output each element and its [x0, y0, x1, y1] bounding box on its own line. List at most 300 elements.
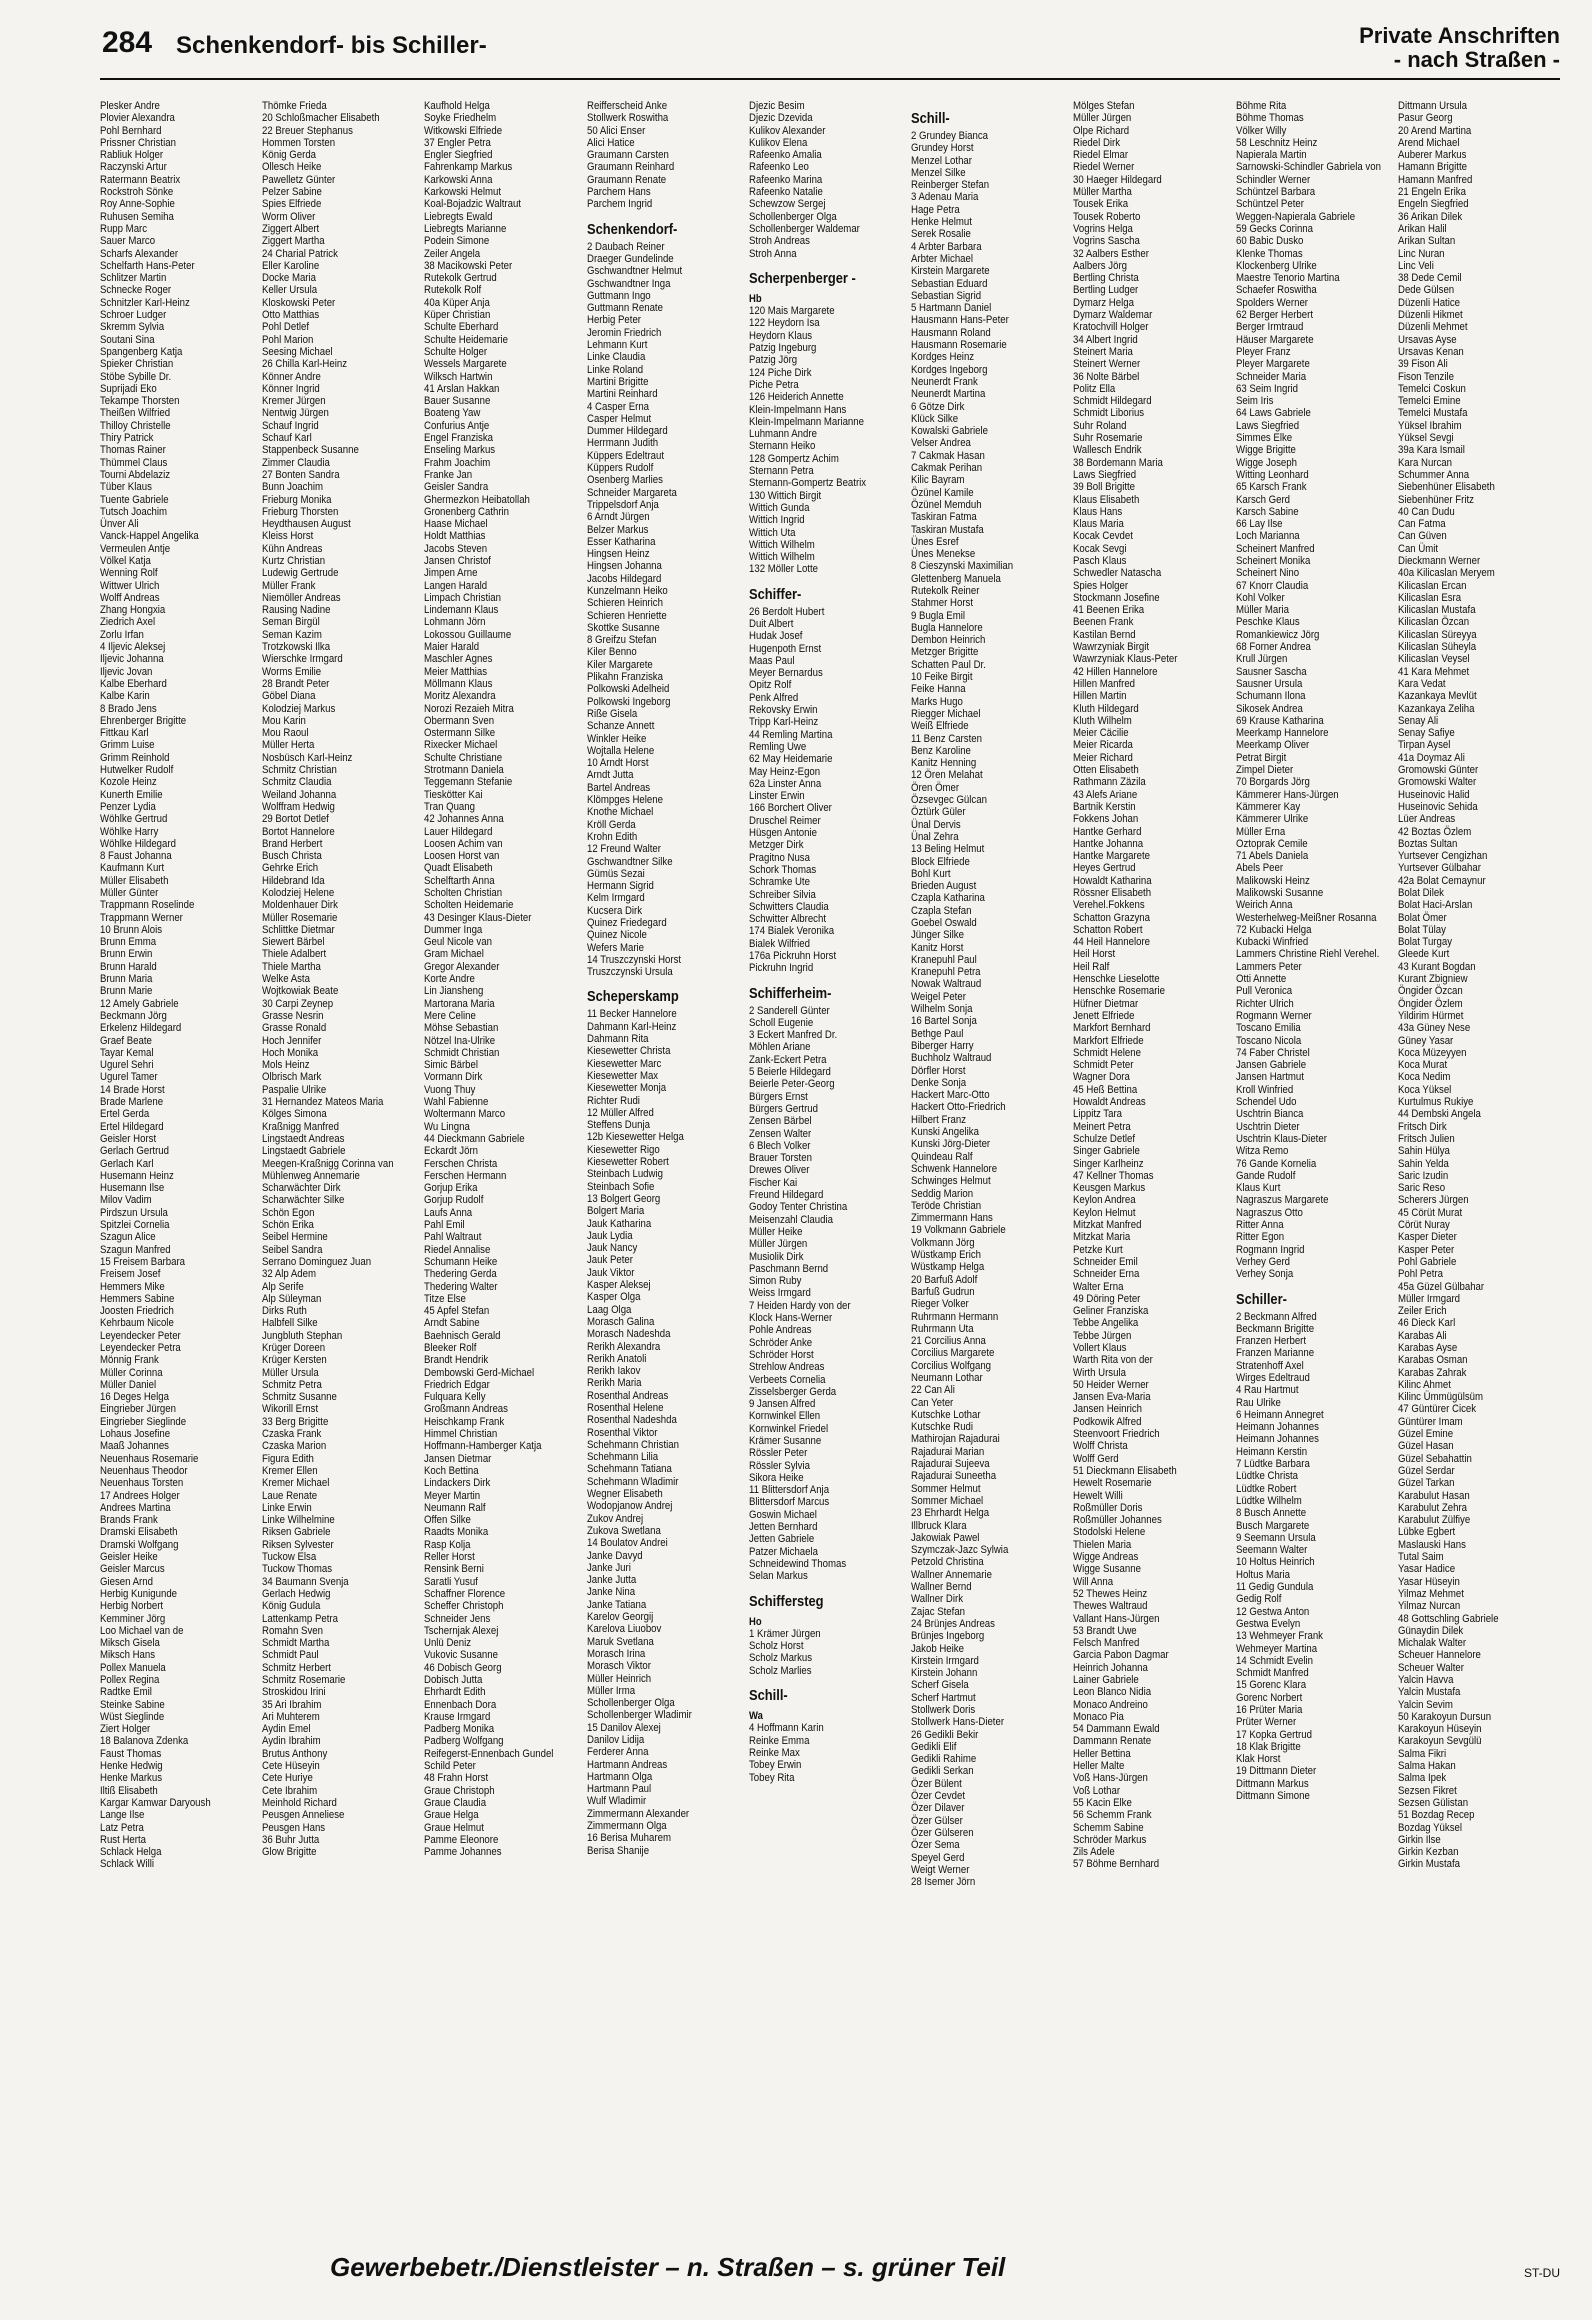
- directory-entry: Zhang Hongxia: [100, 604, 166, 617]
- directory-entry: Sternann Heiko: [749, 440, 816, 453]
- directory-entry: Lübke Egbert: [1398, 1526, 1456, 1539]
- directory-entry: Schatten Paul Dr.: [911, 658, 986, 671]
- directory-entry: Maruk Svetlana: [587, 1635, 654, 1648]
- directory-entry: Kulikov Elena: [749, 136, 808, 149]
- directory-entry: Rössler Sylvia: [749, 1459, 810, 1472]
- directory-entry: Kämmerer Hans-Jürgen: [1236, 788, 1339, 801]
- directory-entry: Sikosek Andrea: [1236, 702, 1303, 715]
- directory-entry: Parchem Hans: [587, 186, 651, 199]
- directory-entry: Pohl Bernhard: [100, 124, 162, 137]
- directory-entry: Ören Ömer: [911, 781, 960, 794]
- directory-entry: Wüst Sieglinde: [100, 1710, 165, 1723]
- directory-entry: 132 Möller Lotte: [749, 563, 819, 576]
- directory-entry: Hoch Jennifer: [262, 1034, 322, 1047]
- directory-entry: Podkowik Alfred: [1073, 1415, 1142, 1428]
- directory-entry: Djezic Dzevida: [749, 112, 813, 125]
- directory-entry: 3 Adenau Maria: [911, 191, 979, 204]
- directory-entry: Howaldt Katharina: [1073, 874, 1152, 887]
- directory-entry: 57 Böhme Bernhard: [1073, 1858, 1160, 1871]
- directory-entry: Jakowiak Pawel: [911, 1531, 980, 1544]
- directory-entry: 76 Gande Kornelia: [1236, 1157, 1317, 1170]
- directory-entry: Nagraszus Otto: [1236, 1206, 1303, 1219]
- directory-entry: 50 Alici Enser: [587, 124, 646, 137]
- directory-entry: Podein Simone: [424, 235, 490, 248]
- directory-entry: 19 Volkmann Gabriele: [911, 1224, 1006, 1237]
- directory-entry: Tschernjak Alexej: [424, 1624, 499, 1637]
- directory-entry: Geliner Franziska: [1073, 1305, 1149, 1318]
- directory-entry: Wüstkamp Helga: [911, 1261, 985, 1274]
- directory-entry: Schmidt Helene: [1073, 1046, 1141, 1059]
- directory-entry: Vogrins Helga: [1073, 222, 1133, 235]
- directory-entry: Reifegerst-Ennenbach Gundel: [424, 1747, 554, 1760]
- directory-entry: Kilicaslan Özcan: [1398, 616, 1470, 629]
- directory-entry: Quindeau Ralf: [911, 1150, 973, 1163]
- directory-entry: Loo Michael van de: [100, 1624, 184, 1637]
- directory-entry: Olbrisch Mark: [262, 1071, 322, 1084]
- directory-entry: Karelov Georgij: [587, 1611, 654, 1624]
- directory-entry: Schwinges Helmut: [911, 1175, 991, 1188]
- directory-entry: Hewelt Willi: [1073, 1489, 1123, 1502]
- directory-entry: Polkowski Ingeborg: [587, 695, 671, 708]
- directory-entry: Meinert Petra: [1073, 1120, 1131, 1133]
- directory-entry: Jenett Elfriede: [1073, 1009, 1135, 1022]
- directory-entry: Krüger Doreen: [262, 1341, 326, 1354]
- directory-entry: 60 Babic Dusko: [1236, 235, 1304, 248]
- directory-entry: Zukova Swetlana: [587, 1524, 661, 1537]
- directory-entry: Karakoyun Sevgülü: [1398, 1735, 1482, 1748]
- directory-entry: 62 Berger Herbert: [1236, 309, 1314, 322]
- directory-entry: Joosten Friedrich: [100, 1305, 174, 1318]
- directory-entry: Gümüs Sezai: [587, 867, 645, 880]
- page-range-title: Schenkendorf- bis Schiller-: [176, 32, 487, 59]
- directory-entry: Mönnig Frank: [100, 1354, 159, 1367]
- directory-entry: Kunski Angelika: [911, 1126, 979, 1139]
- directory-entry: Girkin Mustafa: [1398, 1858, 1461, 1871]
- directory-entry: Milov Vadim: [100, 1194, 152, 1207]
- directory-entry: Ugurel Tamer: [100, 1071, 158, 1084]
- district-code: Hb: [749, 292, 762, 305]
- directory-entry: Stahmer Horst: [911, 597, 974, 610]
- directory-entry: Figura Edith: [262, 1452, 314, 1465]
- directory-entry: Karabulut Hasan: [1398, 1489, 1470, 1502]
- directory-entry: Kilicaslan Süreyya: [1398, 628, 1477, 641]
- directory-entry: Giesen Arnd: [100, 1575, 153, 1588]
- directory-entry: Yilmaz Mehmet: [1398, 1587, 1464, 1600]
- directory-entry: 59 Gecks Corinna: [1236, 222, 1314, 235]
- directory-entry: Pirdszun Ursula: [100, 1206, 168, 1219]
- directory-entry: Aydin Ibrahim: [262, 1735, 321, 1748]
- directory-entry: Hausmann Hans-Peter: [911, 314, 1009, 327]
- directory-entry: Rosenthal Viktor: [587, 1426, 658, 1439]
- directory-entry: Mathirojan Rajadurai: [911, 1433, 1000, 1446]
- directory-entry: Schauf Karl: [262, 432, 312, 445]
- directory-entry: Andrees Martina: [100, 1501, 171, 1514]
- directory-entry: Halbfell Silke: [262, 1317, 318, 1330]
- directory-entry: Scheffer Christoph: [424, 1600, 504, 1613]
- directory-entry: Stroh Andreas: [749, 235, 810, 248]
- directory-entry: Markfort Bernhard: [1073, 1022, 1151, 1035]
- directory-entry: Hugenpoth Ernst: [749, 642, 822, 655]
- directory-entry: Can Yeter: [911, 1396, 954, 1409]
- directory-entry: 8 Greifzu Stefan: [587, 634, 657, 647]
- directory-entry: Schneider Jens: [424, 1612, 491, 1625]
- directory-entry: Seibel Sandra: [262, 1243, 323, 1256]
- directory-entry: Geisler Marcus: [100, 1563, 165, 1576]
- directory-entry: Schendel Udo: [1236, 1096, 1297, 1109]
- directory-entry: Riße Gisela: [587, 707, 638, 720]
- directory-entry: Rafeenko Amalia: [749, 149, 822, 162]
- directory-entry: Yurtsever Cengizhan: [1398, 850, 1488, 863]
- directory-entry: Unlü Deniz: [424, 1637, 472, 1650]
- directory-entry: 11 Blittersdorf Anja: [749, 1484, 830, 1497]
- directory-entry: Brunn Erwin: [100, 948, 153, 961]
- directory-entry: 63 Seim Ingrid: [1236, 382, 1299, 395]
- directory-entry: Rausing Nadine: [262, 604, 331, 617]
- directory-entry: Gschwandtner Inga: [587, 277, 671, 290]
- column-1: [100, 100, 253, 2248]
- directory-entry: Moritz Alexandra: [424, 690, 496, 703]
- directory-entry: Zank-Eckert Petra: [749, 1053, 827, 1066]
- directory-entry: Himmel Christian: [424, 1428, 498, 1441]
- directory-entry: Senay Safiye: [1398, 727, 1455, 740]
- directory-entry: Heller Malte: [1073, 1760, 1125, 1773]
- directory-entry: Zukov Andrej: [587, 1512, 644, 1525]
- directory-entry: Güzel Serdar: [1398, 1464, 1455, 1477]
- directory-entry: Truszczynski Ursula: [587, 966, 673, 979]
- directory-entry: 2 Grundey Bianca: [911, 130, 989, 142]
- directory-entry: Can Ümit: [1398, 542, 1439, 555]
- footer-note: Gewerbebetr./Dienstleister – n. Straßen – s. grüner Teil: [330, 2252, 1006, 2282]
- directory-entry: Skottke Susanne: [587, 621, 660, 634]
- directory-entry: Riegger Michael: [911, 707, 981, 720]
- directory-entry: Seddig Marion: [911, 1187, 974, 1200]
- directory-entry: Bürgers Ernst: [749, 1090, 808, 1103]
- directory-entry: Mols Heinz: [262, 1059, 310, 1072]
- directory-entry: Bohl Kurt: [911, 867, 951, 880]
- directory-entry: Schneidewind Thomas: [749, 1557, 847, 1570]
- directory-entry: Fritsch Julien: [1398, 1132, 1455, 1145]
- directory-entry: Singer Karlheinz: [1073, 1157, 1144, 1170]
- directory-entry: Beckmann Jörg: [100, 1009, 167, 1022]
- directory-entry: Yalcin Mustafa: [1398, 1686, 1461, 1699]
- directory-entry: Wolff Christa: [1073, 1440, 1128, 1453]
- directory-entry: Gedikli Serkan: [911, 1765, 974, 1778]
- directory-entry: Soutani Sina: [100, 333, 155, 346]
- directory-entry: Vanck-Happel Angelika: [100, 530, 199, 543]
- directory-entry: Jacobs Hildegard: [587, 572, 662, 585]
- directory-entry: Danilov Lidija: [587, 1734, 645, 1746]
- directory-entry: Meier Ricarda: [1073, 739, 1133, 752]
- directory-entry: Tirpan Aysel: [1398, 739, 1451, 752]
- directory-entry: Frahm Joachim: [424, 456, 491, 469]
- directory-entry: Mou Karin: [262, 714, 306, 727]
- directory-entry: Michalak Walter: [1398, 1637, 1467, 1650]
- directory-entry: 11 Becker Hannelore: [587, 1008, 677, 1021]
- directory-entry: Wittich Gunda: [749, 501, 810, 514]
- directory-entry: Küper Christian: [424, 309, 491, 322]
- directory-entry: Sternann-Gompertz Beatrix: [749, 477, 867, 490]
- directory-entry: Weigel Peter: [911, 990, 966, 1003]
- directory-entry: Malikowski Susanne: [1236, 887, 1324, 899]
- directory-entry: Sahin Yelda: [1398, 1157, 1449, 1170]
- directory-entry: Guttmann Renate: [587, 302, 663, 315]
- directory-entry: Janke Juri: [587, 1561, 631, 1574]
- directory-entry: Lippitz Tara: [1073, 1108, 1123, 1121]
- directory-entry: Enseling Markus: [424, 444, 496, 457]
- directory-entry: Reller Horst: [424, 1551, 475, 1564]
- directory-entry: Selan Markus: [749, 1570, 808, 1583]
- directory-entry: Thiry Patrick: [100, 432, 154, 445]
- directory-entry: Riedel Werner: [1073, 161, 1135, 174]
- directory-entry: Trippelsdorf Anja: [587, 498, 659, 511]
- directory-entry: Serrano Dominguez Juan: [262, 1255, 372, 1268]
- directory-entry: Kucsera Dirk: [587, 904, 643, 917]
- directory-entry: Spitzlei Cornelia: [100, 1219, 170, 1232]
- page-header: [100, 20, 1560, 82]
- directory-entry: Rajadurai Marian: [911, 1445, 985, 1458]
- directory-entry: 9 Jansen Alfred: [749, 1398, 816, 1411]
- directory-entry: 17 Andrees Holger: [100, 1489, 180, 1502]
- directory-entry: Pollex Manuela: [100, 1661, 166, 1674]
- directory-entry: Wu Lingna: [424, 1120, 470, 1133]
- directory-entry: Güzel Emine: [1398, 1428, 1454, 1441]
- directory-entry: Lauer Hildegard: [424, 825, 493, 838]
- directory-entry: 36 Buhr Jutta: [262, 1833, 320, 1846]
- directory-entry: Warth Rita von der: [1073, 1354, 1153, 1367]
- directory-entry: Girkin Ilse: [1398, 1833, 1441, 1846]
- directory-entry: 12b Kiesewetter Helga: [587, 1131, 684, 1144]
- directory-entry: Kilicaslan Süheyla: [1398, 641, 1477, 654]
- directory-entry: Schatton Robert: [1073, 923, 1143, 936]
- directory-entry: Yildirim Hürmet: [1398, 1009, 1464, 1022]
- directory-entry: Grimm Luise: [100, 739, 155, 752]
- directory-entry: Rekovsky Erwin: [749, 704, 818, 717]
- directory-entry: Otten Elisabeth: [1073, 764, 1139, 777]
- directory-entry: Ferschen Hermann: [424, 1169, 507, 1182]
- directory-entry: Kilic Bayram: [911, 474, 965, 487]
- directory-entry: Kremer Ellen: [262, 1464, 318, 1477]
- directory-entry: Karkowski Helmut: [424, 186, 501, 199]
- directory-entry: Prissner Christian: [100, 136, 176, 149]
- directory-entry: 176a Pickruhn Horst: [749, 950, 837, 962]
- directory-entry: Ruhusen Semiha: [100, 210, 174, 223]
- directory-entry: Kazankaya Zeliha: [1398, 702, 1475, 715]
- directory-entry: Henke Hedwig: [100, 1760, 163, 1773]
- directory-entry: Stodolski Helene: [1073, 1526, 1146, 1539]
- directory-entry: Kolodziej Markus: [262, 702, 336, 715]
- directory-entry: Keller Ursula: [262, 284, 318, 297]
- directory-entry: Hilbert Franz: [911, 1113, 967, 1126]
- directory-entry: Tutsch Joachim: [100, 505, 168, 518]
- directory-entry: 74 Faber Christel: [1236, 1046, 1310, 1059]
- directory-entry: Dede Gülsen: [1398, 284, 1455, 297]
- directory-entry: 20 Arend Martina: [1398, 124, 1472, 137]
- directory-entry: 2 Sanderell Günter: [749, 1004, 830, 1017]
- street-heading: Schill-: [749, 1687, 788, 1705]
- directory-entry: Fahrenkamp Markus: [424, 161, 513, 174]
- directory-entry: Confurius Antje: [424, 419, 490, 432]
- directory-entry: 6 Heimann Annegret: [1236, 1408, 1324, 1421]
- directory-entry: Frieburg Thorsten: [262, 505, 339, 518]
- directory-entry: Docke Maria: [262, 272, 317, 285]
- directory-entry: Sahin Hülya: [1398, 1145, 1450, 1158]
- directory-entry: Hudak Josef: [749, 630, 803, 643]
- directory-entry: Schanze Annett: [587, 720, 655, 733]
- directory-entry: Schehmann Lilia: [587, 1451, 659, 1464]
- directory-entry: Kilinc Ümmügülsüm: [1398, 1391, 1484, 1404]
- directory-entry: 44 Dieckmann Gabriele: [424, 1132, 525, 1145]
- directory-entry: Pollex Regina: [100, 1674, 160, 1686]
- directory-entry: Alp Süleyman: [262, 1292, 322, 1305]
- directory-entry: 38 Macikowski Peter: [424, 259, 513, 272]
- directory-entry: 11 Gedig Gundula: [1236, 1581, 1314, 1594]
- directory-entry: Lindemann Klaus: [424, 604, 499, 617]
- directory-entry: Wolff Gerd: [1073, 1452, 1119, 1465]
- directory-entry: 56 Schemm Frank: [1073, 1809, 1152, 1822]
- directory-entry: Wolff Andreas: [100, 591, 160, 604]
- directory-entry: 65 Karsch Frank: [1236, 481, 1307, 494]
- directory-entry: Rogmann Ingrid: [1236, 1243, 1305, 1256]
- directory-entry: Dieckmann Werner: [1398, 554, 1481, 567]
- directory-entry: 7 Lüdtke Barbara: [1236, 1458, 1310, 1471]
- directory-entry: Meier Richard: [1073, 751, 1133, 764]
- directory-entry: Lainer Gabriele: [1073, 1674, 1139, 1686]
- directory-entry: Scharwächter Dirk: [262, 1182, 341, 1195]
- directory-entry: Özer Dilaver: [911, 1802, 965, 1815]
- directory-entry: Schumann Heike: [424, 1255, 498, 1268]
- directory-entry: Uschtrin Bianca: [1236, 1108, 1304, 1121]
- directory-entry: Hantke Johanna: [1073, 837, 1144, 850]
- directory-entry: Steinbach Sofie: [587, 1180, 655, 1193]
- directory-entry: Janke Nina: [587, 1586, 636, 1599]
- directory-entry: Kloskowski Peter: [262, 296, 336, 309]
- directory-entry: Glow Brigitte: [262, 1846, 317, 1859]
- directory-entry: Petzke Kurt: [1073, 1243, 1123, 1256]
- directory-entry: Schieren Heinrich: [587, 597, 663, 610]
- directory-entry: Sausner Sascha: [1236, 665, 1307, 678]
- directory-entry: Ünes Esref: [911, 535, 959, 548]
- directory-entry: Schmidt Peter: [1073, 1059, 1134, 1072]
- directory-entry: Siebenhüner Elisabeth: [1398, 481, 1495, 494]
- directory-entry: Otti Annette: [1236, 973, 1287, 986]
- directory-entry: Maslauski Hans: [1398, 1538, 1466, 1551]
- directory-entry: Raadts Monika: [424, 1526, 489, 1539]
- directory-entry: Zils Adele: [1073, 1846, 1115, 1859]
- directory-entry: Graue Helmut: [424, 1821, 484, 1834]
- directory-entry: Uschtrin Dieter: [1236, 1120, 1300, 1133]
- directory-entry: Morasch Nadeshda: [587, 1328, 671, 1341]
- directory-entry: Müller Erna: [1236, 825, 1286, 838]
- directory-entry: Pohl Detlef: [262, 321, 310, 334]
- directory-entry: Jungbluth Stephan: [262, 1329, 343, 1342]
- directory-entry: Schmidt Christian: [424, 1046, 500, 1059]
- directory-entry: Kühn Andreas: [262, 542, 323, 555]
- directory-entry: Wittwer Ulrich: [100, 579, 160, 592]
- directory-entry: Hüsgen Antonie: [749, 827, 817, 840]
- directory-entry: May Heinz-Egon: [749, 765, 821, 778]
- directory-entry: Karelova Liuobov: [587, 1623, 662, 1636]
- directory-entry: Schieren Henriette: [587, 609, 667, 622]
- directory-entry: Tüber Klaus: [100, 481, 152, 494]
- directory-entry: Wallesch Endrik: [1073, 444, 1142, 457]
- directory-entry: Felsch Manfred: [1073, 1637, 1140, 1650]
- directory-entry: Trappmann Roselinde: [100, 899, 195, 912]
- directory-entry: Meisenzahl Claudia: [749, 1213, 833, 1226]
- directory-entry: Rajadurai Suneetha: [911, 1470, 997, 1483]
- directory-entry: 26 Gedikli Bekir: [911, 1728, 979, 1741]
- directory-entry: Jansen Gabriele: [1236, 1059, 1307, 1072]
- directory-entry: Öngider Özlem: [1398, 997, 1463, 1010]
- directory-entry: Pohl Petra: [1398, 1268, 1443, 1281]
- directory-entry: Kargar Kamwar Daryoush: [100, 1796, 211, 1809]
- directory-entry: Reinberger Stefan: [911, 179, 990, 192]
- directory-entry: Scholl Eugenie: [749, 1016, 814, 1029]
- directory-entry: 24 Brünjes Andreas: [911, 1617, 995, 1630]
- directory-entry: Müller Irmgard: [1398, 1292, 1461, 1305]
- directory-entry: Maaß Johannes: [100, 1440, 170, 1453]
- directory-entry: 30 Carpi Zeynep: [262, 997, 334, 1010]
- directory-entry: Rafeenko Natalie: [749, 186, 823, 199]
- directory-entry: Großmann Andreas: [424, 1403, 508, 1416]
- directory-entry: Dirks Ruth: [262, 1305, 307, 1318]
- directory-entry: Schröder Horst: [749, 1348, 814, 1361]
- directory-entry: Cete Hüseyin: [262, 1760, 320, 1773]
- directory-entry: Gorjup Rudolf: [424, 1194, 484, 1207]
- directory-entry: Arend Michael: [1398, 136, 1460, 149]
- directory-entry: 45 Heß Bettina: [1073, 1083, 1138, 1096]
- directory-entry: Graue Christoph: [424, 1784, 495, 1797]
- directory-entry: Zensen Bärbel: [749, 1115, 812, 1128]
- directory-entry: Zorlu Irfan: [100, 628, 144, 641]
- directory-entry: Thömke Frieda: [262, 100, 327, 112]
- directory-entry: Schwitters Claudia: [749, 900, 829, 913]
- column-3: [424, 100, 577, 2248]
- directory-entry: Kordges Ingeborg: [911, 363, 988, 376]
- directory-entry: Duit Albert: [749, 617, 794, 630]
- directory-entry: 45a Güzel Gülbahar: [1398, 1280, 1485, 1293]
- directory-entry: Glettenberg Manuela: [911, 572, 1001, 585]
- directory-entry: Dembowski Gerd-Michael: [424, 1366, 535, 1379]
- column-7: [1073, 100, 1226, 2248]
- directory-entry: Niemöller Andreas: [262, 591, 341, 604]
- directory-entry: Ruhrmann Uta: [911, 1322, 974, 1335]
- directory-entry: 41 Beenen Erika: [1073, 604, 1145, 617]
- directory-entry: Linke Wilhelmine: [262, 1514, 335, 1527]
- directory-entry: Leon Blanco Nidia: [1073, 1686, 1152, 1699]
- directory-entry: Heller Bettina: [1073, 1747, 1131, 1760]
- directory-entry: Linc Veli: [1398, 259, 1434, 272]
- directory-entry: Ziedrich Axel: [100, 616, 156, 629]
- directory-entry: Dobisch Jutta: [424, 1674, 483, 1686]
- directory-entry: Ziggert Albert: [262, 222, 320, 235]
- directory-entry: Menzel Lothar: [911, 154, 972, 167]
- directory-entry: Suhr Rosemarie: [1073, 432, 1143, 445]
- directory-entry: 46 Dobisch Georg: [424, 1661, 502, 1674]
- directory-entry: Salma Hakan: [1398, 1760, 1456, 1773]
- directory-entry: Kiesewetter Robert: [587, 1156, 669, 1169]
- directory-entry: Senay Ali: [1398, 714, 1439, 727]
- directory-entry: Brunn Maria: [100, 973, 153, 986]
- directory-entry: Speyel Gerd: [911, 1851, 965, 1864]
- directory-entry: Kasper Aleksej: [587, 1279, 651, 1292]
- directory-entry: Steenvoort Friedrich: [1073, 1428, 1160, 1441]
- directory-entry: Buchholz Waltraud: [911, 1052, 992, 1065]
- directory-entry: 30 Haeger Hildegard: [1073, 173, 1162, 186]
- directory-entry: Dittmann Simone: [1236, 1790, 1310, 1803]
- directory-entry: 130 Wittich Birgit: [749, 489, 822, 502]
- directory-entry: Schmitz Herbert: [262, 1661, 331, 1674]
- directory-entry: Schwedler Natascha: [1073, 567, 1162, 580]
